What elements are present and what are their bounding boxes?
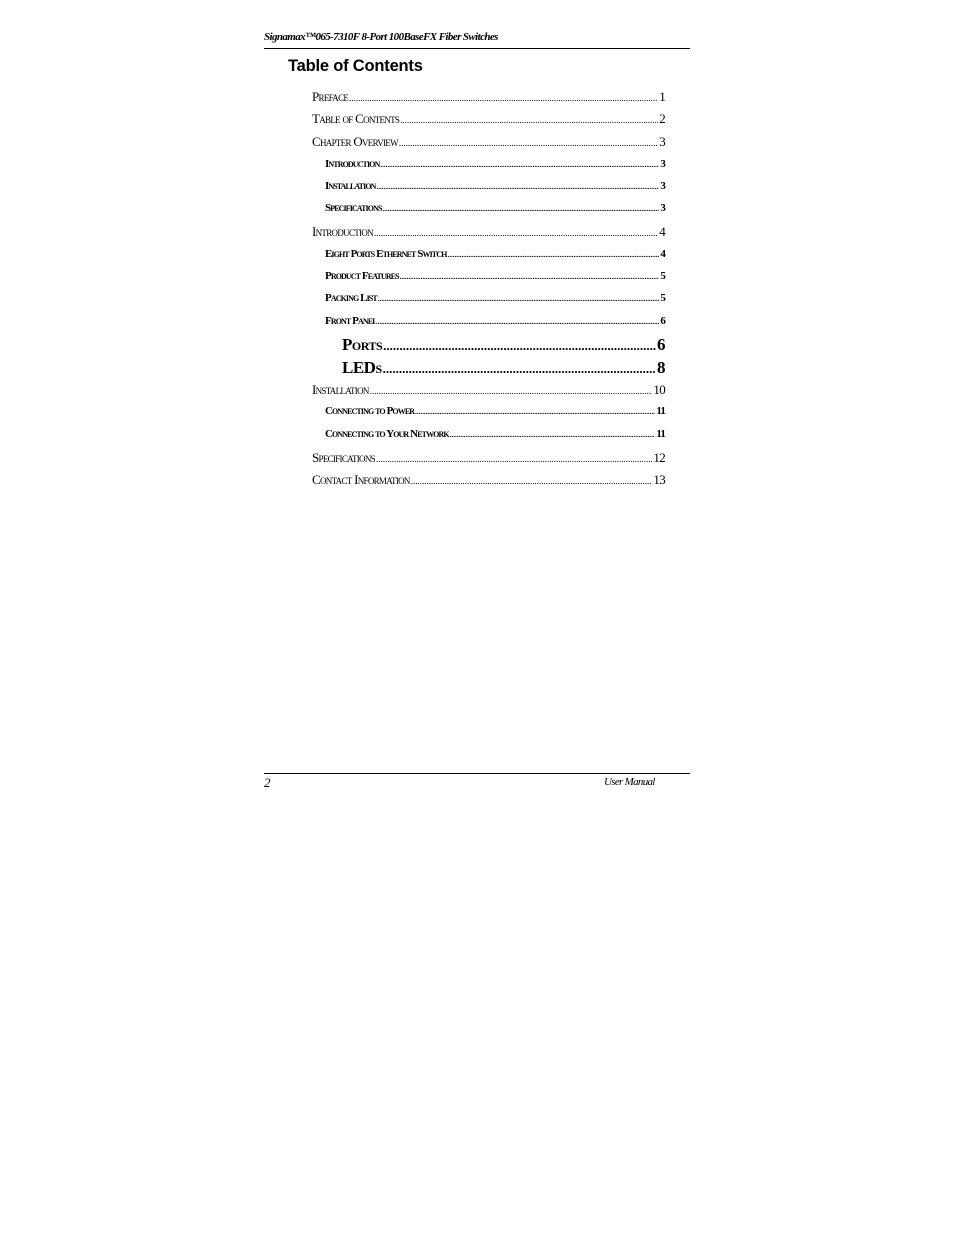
toc-leader xyxy=(378,318,660,326)
toc-entry-page: 11 xyxy=(656,428,665,440)
toc-entry-label: Contact Information xyxy=(312,472,410,487)
toc-entry-label: Eight Ports Ethernet Switch xyxy=(325,248,447,260)
toc-leader xyxy=(383,205,660,213)
toc-entry-page: 5 xyxy=(660,292,665,304)
toc-entry-label: Connecting to Power xyxy=(325,405,415,417)
footer-manual-title: User Manual xyxy=(604,776,655,788)
toc-leader xyxy=(450,431,656,439)
toc-entry-label: Introduction xyxy=(312,224,373,239)
toc-entry-label: Specifications xyxy=(325,202,382,214)
toc-entry-label: Table of Contents xyxy=(312,111,400,126)
toc-entry-front-panel[interactable] xyxy=(325,315,665,331)
toc-entry-page: 2 xyxy=(659,111,665,126)
toc-entry-leds[interactable] xyxy=(342,358,665,380)
toc-entry-label: Product Features xyxy=(325,270,399,282)
toc-entry-preface[interactable] xyxy=(312,89,665,107)
toc-entry-eight-ports-ethernet-switch[interactable] xyxy=(325,248,665,264)
toc-entry-page: 4 xyxy=(660,248,665,260)
toc-entry-introduction[interactable] xyxy=(312,224,665,242)
toc-leader xyxy=(380,161,659,169)
toc-entry-label: Specifications xyxy=(312,450,375,465)
toc-leader xyxy=(400,273,660,281)
toc-entry-page: 3 xyxy=(660,180,665,192)
toc-entry-chapter-overview[interactable] xyxy=(312,134,665,152)
toc-heading: Table of Contents xyxy=(288,57,423,75)
toc-entry-label: Preface xyxy=(312,89,349,104)
toc-entry-label: Ports xyxy=(342,335,383,354)
toc-entry-page: 12 xyxy=(653,450,665,465)
toc-leader xyxy=(447,251,659,259)
toc-entry-connecting-to-your-network[interactable] xyxy=(325,428,665,444)
toc-entry-specifications[interactable] xyxy=(312,450,665,468)
toc-list xyxy=(0,0,954,500)
toc-leader xyxy=(378,295,660,303)
toc-leader xyxy=(415,408,655,416)
toc-entry-product-features[interactable] xyxy=(325,270,665,286)
toc-entry-page: 3 xyxy=(660,158,665,170)
toc-entry-page: 13 xyxy=(653,472,665,487)
toc-entry-page: 1 xyxy=(659,89,665,104)
toc-leader xyxy=(383,338,656,354)
toc-leader xyxy=(400,115,658,125)
toc-entry-page: 3 xyxy=(659,134,665,149)
toc-leader xyxy=(349,93,658,103)
toc-leader xyxy=(376,454,652,464)
toc-entry-ports[interactable] xyxy=(342,335,665,357)
toc-entry-overview-installation[interactable] xyxy=(325,180,665,196)
toc-entry-label: Connecting to Your Network xyxy=(325,428,449,440)
toc-leader xyxy=(374,228,658,238)
toc-entry-page: 8 xyxy=(657,358,665,377)
toc-entry-installation[interactable] xyxy=(312,382,665,400)
toc-leader xyxy=(377,183,660,191)
toc-entry-page: 5 xyxy=(660,270,665,282)
toc-entry-overview-specifications[interactable] xyxy=(325,202,665,218)
footer-page-number: 2 xyxy=(264,775,271,790)
toc-entry-page: 4 xyxy=(659,224,665,239)
toc-leader xyxy=(411,476,653,486)
toc-leader xyxy=(383,361,656,377)
toc-entry-table-of-contents[interactable] xyxy=(312,111,665,129)
toc-entry-overview-introduction[interactable] xyxy=(325,158,665,174)
toc-entry-contact-information[interactable] xyxy=(312,472,665,490)
toc-entry-connecting-to-power[interactable] xyxy=(325,405,665,421)
toc-leader xyxy=(399,138,658,148)
toc-entry-label: LEDs xyxy=(342,358,382,377)
toc-entry-label: Installation xyxy=(325,180,376,192)
toc-entry-label: Introduction xyxy=(325,158,380,170)
toc-entry-packing-list[interactable] xyxy=(325,292,665,308)
toc-entry-label: Packing List xyxy=(325,292,377,304)
header-title: Signamax™065-7310F 8-Port 100BaseFX Fiber Switches xyxy=(264,31,498,43)
page-footer xyxy=(264,773,690,794)
toc-entry-page: 11 xyxy=(656,405,665,417)
toc-entry-page: 3 xyxy=(660,202,665,214)
toc-entry-label: Chapter Overview xyxy=(312,134,398,149)
toc-entry-page: 10 xyxy=(653,382,665,397)
toc-leader xyxy=(370,386,653,396)
toc-entry-label: Installation xyxy=(312,382,369,397)
toc-entry-label: Front Panel xyxy=(325,315,377,327)
toc-entry-page: 6 xyxy=(660,315,665,327)
toc-entry-page: 6 xyxy=(657,335,665,354)
